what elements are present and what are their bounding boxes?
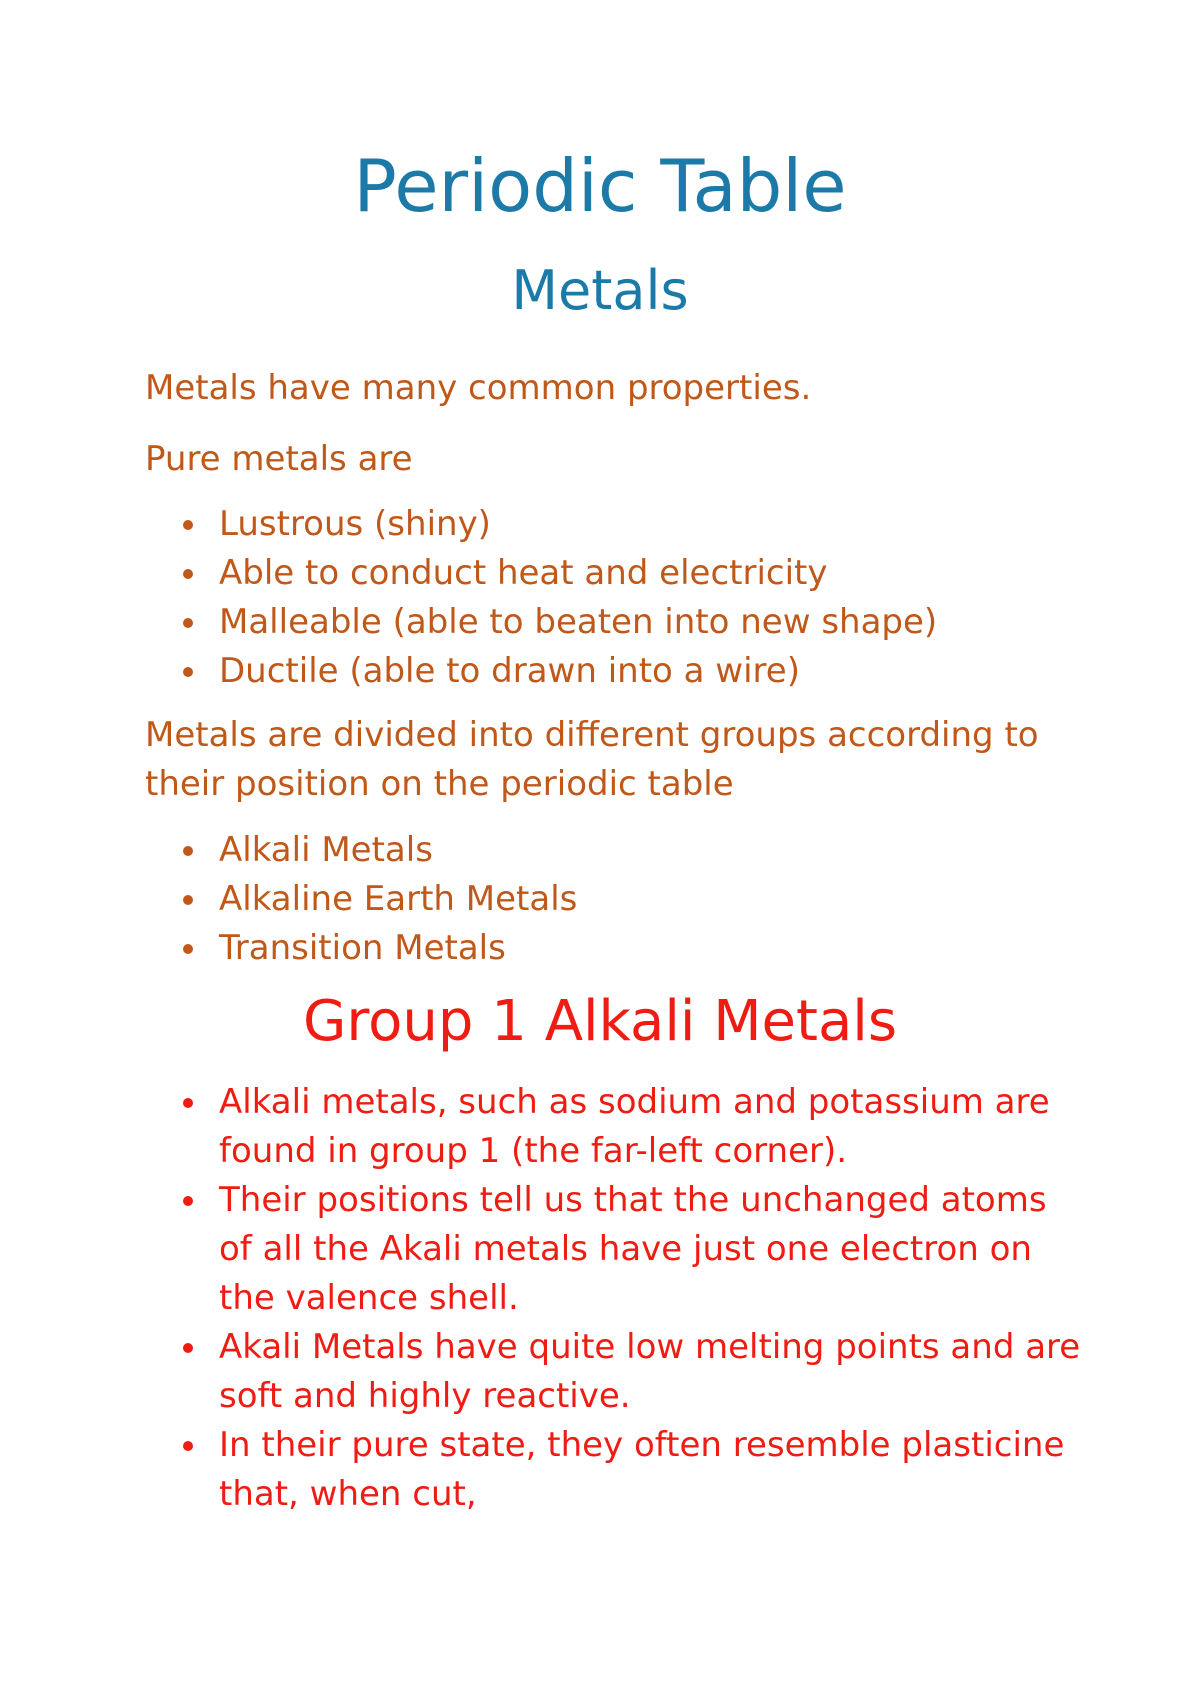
list-item-text: Transition Metals — [219, 928, 506, 968]
bullet-icon — [183, 520, 193, 530]
metal-groups-list — [145, 826, 1085, 973]
list-item-text: Their positions tell us that the unchanged atoms of all the Akali metals have just one electron on the valence shell. — [219, 1180, 1047, 1318]
alkali-points-list — [145, 1078, 1085, 1519]
bullet-icon — [183, 846, 193, 856]
groups-lead: Metals are divided into different groups according to their position on the periodic table — [145, 715, 1039, 804]
list-item-text: Able to conduct heat and electricity — [219, 553, 828, 593]
list-item — [145, 647, 1085, 696]
list-item-text: Ductile (able to drawn into a wire) — [219, 651, 800, 691]
list-item-text: Malleable (able to beaten into new shape) — [219, 602, 938, 642]
list-item-text: Lustrous (shiny) — [219, 504, 491, 544]
bullet-icon — [183, 895, 193, 905]
pure-metals-lead: Pure metals are — [145, 439, 413, 479]
list-item — [145, 549, 1085, 598]
list-item — [145, 500, 1085, 549]
bullet-icon — [183, 667, 193, 677]
list-item — [145, 598, 1085, 647]
list-item — [145, 875, 1085, 924]
bullet-icon — [183, 618, 193, 628]
list-item — [145, 1421, 1085, 1519]
document-subtitle: Metals — [511, 259, 689, 322]
list-item — [145, 924, 1085, 973]
list-item-text: Alkaline Earth Metals — [219, 879, 578, 919]
intro-paragraph: Metals have many common properties. — [145, 368, 812, 408]
bullet-icon — [183, 944, 193, 954]
bullet-icon — [183, 1098, 193, 1108]
list-item — [145, 1078, 1085, 1176]
bullet-icon — [183, 1196, 193, 1206]
list-item-text: Alkali metals, such as sodium and potassium are found in group 1 (the far-left corner). — [219, 1082, 1050, 1171]
list-item — [145, 1176, 1085, 1323]
list-item-text: Akali Metals have quite low melting points and are soft and highly reactive. — [219, 1327, 1081, 1416]
document-title: Periodic Table — [353, 144, 847, 228]
bullet-icon — [183, 569, 193, 579]
section-heading: Group 1 Alkali Metals — [302, 989, 898, 1054]
list-item-text: In their pure state, they often resemble plasticine that, when cut, — [219, 1425, 1065, 1514]
bullet-icon — [183, 1343, 193, 1353]
bullet-icon — [183, 1441, 193, 1451]
list-item — [145, 1323, 1085, 1421]
list-item-text: Alkali Metals — [219, 830, 433, 870]
pure-metals-list — [145, 500, 1085, 696]
list-item — [145, 826, 1085, 875]
